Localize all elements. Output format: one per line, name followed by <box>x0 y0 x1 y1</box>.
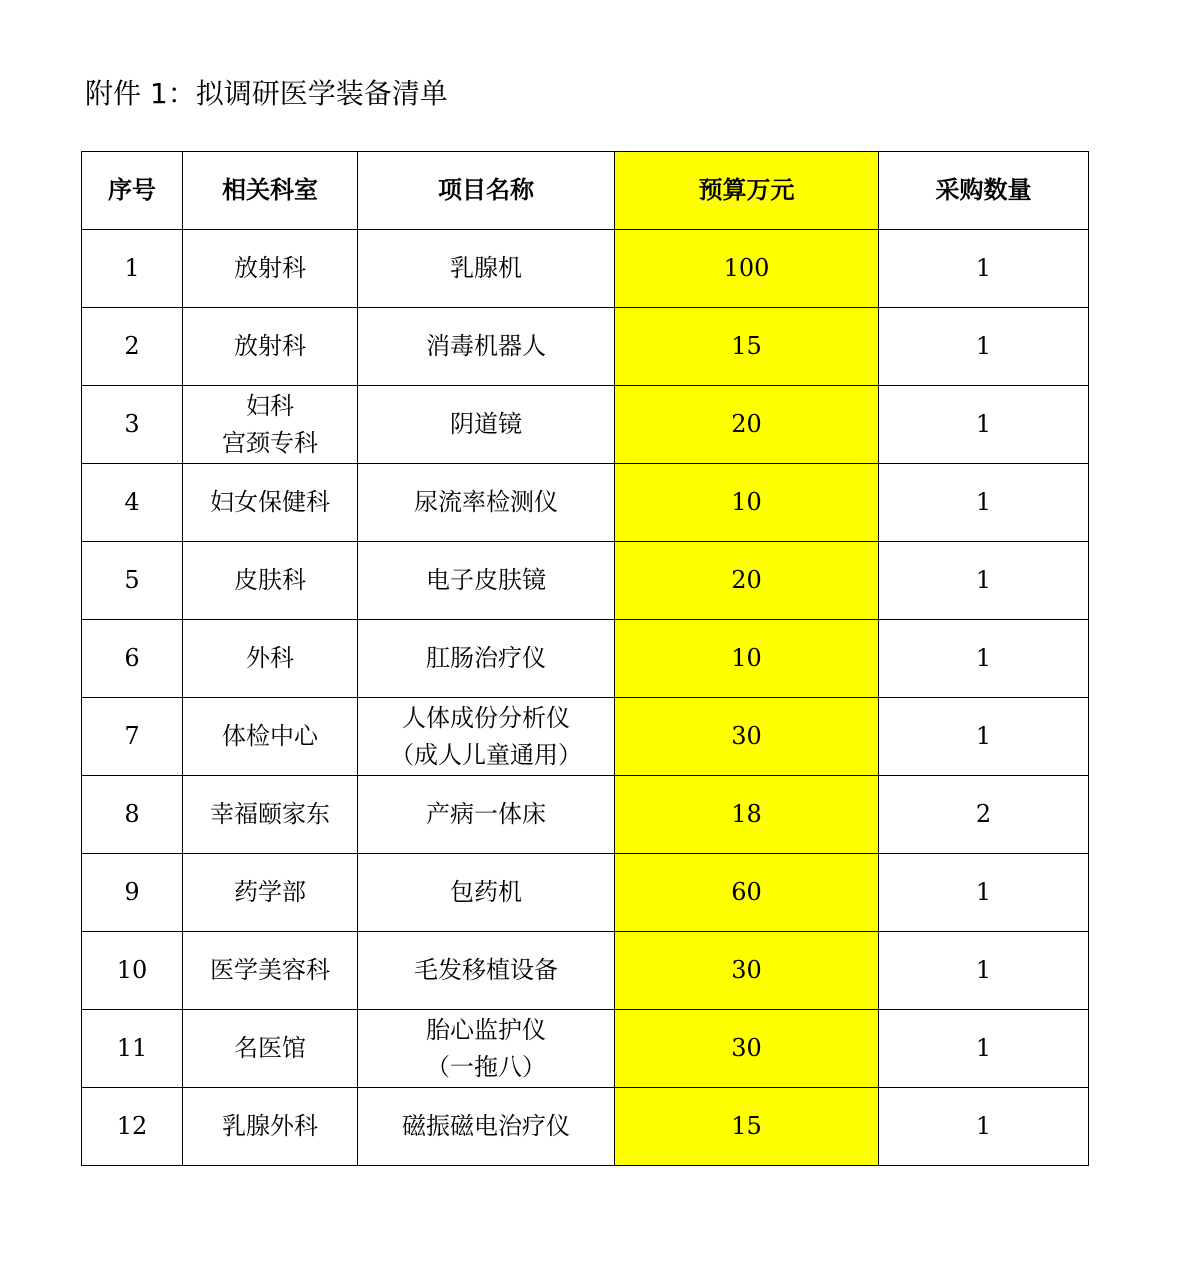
cell-item-name-line: 乳腺机 <box>450 254 522 282</box>
equipment-table <box>81 151 1089 1166</box>
cell-item-name-line: （成人儿童通用） <box>390 740 582 769</box>
cell-quantity: 1 <box>879 854 1089 932</box>
header-department: 相关科室 <box>183 152 358 230</box>
cell-budget: 30 <box>615 698 879 776</box>
header-serial-no: 序号 <box>82 152 183 230</box>
cell-budget: 10 <box>615 464 879 542</box>
cell-quantity: 1 <box>879 698 1089 776</box>
table-row <box>82 464 1089 542</box>
cell-department <box>183 1088 358 1166</box>
cell-budget: 20 <box>615 386 879 464</box>
cell-item-name-line: 消毒机器人 <box>426 332 546 360</box>
cell-serial-no: 3 <box>82 386 183 464</box>
cell-department <box>183 542 358 620</box>
cell-department <box>183 230 358 308</box>
cell-quantity: 1 <box>879 464 1089 542</box>
cell-department-line: 幸福颐家东 <box>210 800 330 828</box>
cell-department-line: 妇女保健科 <box>210 488 330 516</box>
cell-department-line: 体检中心 <box>222 722 318 750</box>
cell-department <box>183 308 358 386</box>
table-body <box>82 230 1089 1166</box>
cell-department <box>183 620 358 698</box>
cell-item-name-line: 胎心监护仪 <box>426 1015 546 1044</box>
cell-item-name <box>358 776 615 854</box>
cell-item-name-line: 磁振磁电治疗仪 <box>402 1112 570 1140</box>
cell-quantity: 1 <box>879 1088 1089 1166</box>
table-row <box>82 1010 1089 1088</box>
cell-item-name-line: 产病一体床 <box>426 800 546 828</box>
cell-item-name <box>358 542 615 620</box>
table-row <box>82 308 1089 386</box>
cell-quantity: 1 <box>879 932 1089 1010</box>
cell-department <box>183 464 358 542</box>
cell-quantity: 1 <box>879 386 1089 464</box>
cell-item-name-line: 电子皮肤镜 <box>426 566 546 594</box>
cell-serial-no: 6 <box>82 620 183 698</box>
cell-department-line: 放射科 <box>234 332 306 360</box>
cell-serial-no: 2 <box>82 308 183 386</box>
cell-serial-no: 1 <box>82 230 183 308</box>
header-quantity: 采购数量 <box>879 152 1089 230</box>
cell-item-name <box>358 620 615 698</box>
cell-budget: 60 <box>615 854 879 932</box>
table-row <box>82 620 1089 698</box>
cell-department-line: 放射科 <box>234 254 306 282</box>
cell-department-line: 妇科 <box>246 391 294 420</box>
cell-department <box>183 698 358 776</box>
cell-budget: 30 <box>615 1010 879 1088</box>
cell-item-name <box>358 386 615 464</box>
cell-budget: 20 <box>615 542 879 620</box>
cell-quantity: 1 <box>879 542 1089 620</box>
cell-item-name-line: （一拖八） <box>426 1052 546 1081</box>
header-budget: 预算万元 <box>615 152 879 230</box>
cell-department <box>183 854 358 932</box>
table-row <box>82 542 1089 620</box>
cell-department-line: 名医馆 <box>234 1034 306 1062</box>
cell-quantity: 1 <box>879 308 1089 386</box>
cell-item-name <box>358 854 615 932</box>
cell-item-name <box>358 698 615 776</box>
cell-item-name <box>358 308 615 386</box>
cell-quantity: 1 <box>879 1010 1089 1088</box>
cell-item-name-line: 肛肠治疗仪 <box>426 644 546 672</box>
cell-serial-no: 9 <box>82 854 183 932</box>
cell-serial-no: 7 <box>82 698 183 776</box>
cell-item-name-line: 人体成份分析仪 <box>402 703 570 732</box>
cell-department <box>183 386 358 464</box>
table-row <box>82 1088 1089 1166</box>
table-header-row <box>82 152 1089 230</box>
cell-budget: 30 <box>615 932 879 1010</box>
cell-item-name <box>358 932 615 1010</box>
cell-item-name-line: 阴道镜 <box>450 410 522 438</box>
table-row <box>82 230 1089 308</box>
cell-quantity: 1 <box>879 620 1089 698</box>
cell-item-name-line: 尿流率检测仪 <box>414 488 558 516</box>
header-item-name: 项目名称 <box>358 152 615 230</box>
table-row <box>82 854 1089 932</box>
cell-serial-no: 5 <box>82 542 183 620</box>
cell-department-line: 医学美容科 <box>210 956 330 984</box>
table-row <box>82 386 1089 464</box>
cell-quantity: 1 <box>879 230 1089 308</box>
cell-serial-no: 12 <box>82 1088 183 1166</box>
cell-budget: 15 <box>615 308 879 386</box>
table-row <box>82 776 1089 854</box>
cell-department-line: 药学部 <box>234 878 306 906</box>
cell-item-name <box>358 1010 615 1088</box>
cell-budget: 18 <box>615 776 879 854</box>
document-title: 附件 1：拟调研医学装备清单 <box>85 77 448 110</box>
cell-budget: 15 <box>615 1088 879 1166</box>
cell-serial-no: 8 <box>82 776 183 854</box>
cell-department-line: 宫颈专科 <box>222 428 318 457</box>
cell-budget: 10 <box>615 620 879 698</box>
cell-item-name <box>358 1088 615 1166</box>
cell-department-line: 外科 <box>246 644 294 672</box>
cell-quantity: 2 <box>879 776 1089 854</box>
cell-item-name <box>358 230 615 308</box>
cell-department <box>183 932 358 1010</box>
cell-department-line: 皮肤科 <box>234 566 306 594</box>
cell-department-line: 乳腺外科 <box>222 1112 318 1140</box>
cell-serial-no: 4 <box>82 464 183 542</box>
cell-department <box>183 776 358 854</box>
table-row <box>82 698 1089 776</box>
cell-item-name-line: 毛发移植设备 <box>414 956 558 984</box>
cell-budget: 100 <box>615 230 879 308</box>
table-row <box>82 932 1089 1010</box>
cell-serial-no: 10 <box>82 932 183 1010</box>
cell-department <box>183 1010 358 1088</box>
cell-item-name-line: 包药机 <box>450 878 522 906</box>
cell-item-name <box>358 464 615 542</box>
cell-serial-no: 11 <box>82 1010 183 1088</box>
